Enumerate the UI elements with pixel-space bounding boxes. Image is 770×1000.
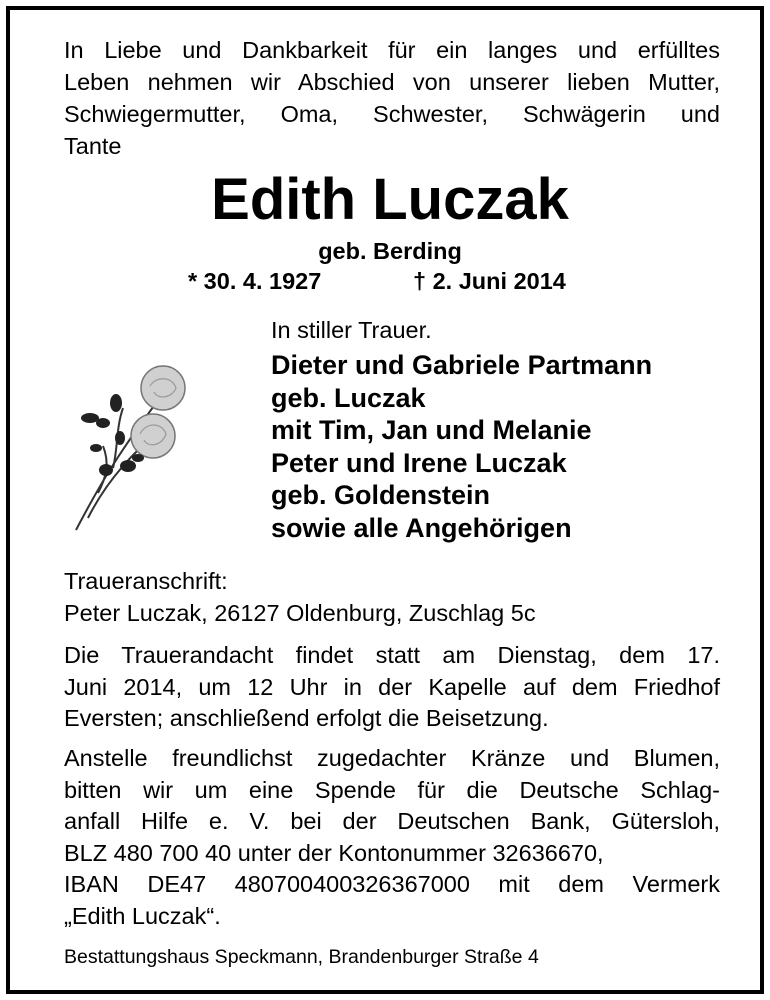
mourning-intro: In stiller Trauer. xyxy=(271,317,432,343)
undertaker-info: Bestattungshaus Speckmann, Brandenburger Straße 4 xyxy=(64,946,539,968)
obituary-notice xyxy=(6,6,764,994)
mourner-line: Peter und Irene Luczak xyxy=(271,447,567,478)
service-line: Juni 2014, um 12 Uhr in der Kapelle auf dem Friedhof xyxy=(64,673,720,700)
mourner-line: mit Tim, Jan und Melanie xyxy=(271,415,592,445)
mourner-line: geb. Goldenstein xyxy=(271,480,491,510)
donation-line: „Edith Luczak“. xyxy=(64,902,221,929)
donation-info xyxy=(64,743,720,932)
mourner-line: Dieter und Gabriele Partmann xyxy=(271,350,653,380)
death-date-line xyxy=(413,266,566,296)
donation-line: Anstelle freundlichst zugedachter Kränze und Blumen, xyxy=(64,745,720,771)
intro-line: Schwiegermutter, Oma, Schwester, Schwägerin und xyxy=(64,101,720,127)
intro-line: Tante xyxy=(64,133,122,159)
mourner-line: geb. Luczak xyxy=(271,382,426,413)
intro-line: Leben nehmen wir Abschied von unserer lieben Mutter, xyxy=(64,69,720,95)
service-info xyxy=(64,640,720,735)
donation-line: IBAN DE47 480700400326367000 mit dem Vermerk xyxy=(64,871,720,897)
address-value: Peter Luczak, 26127 Oldenburg, Zuschlag 5c xyxy=(64,599,536,626)
mourning-address xyxy=(64,566,720,629)
intro-text xyxy=(64,34,720,162)
address-label: Traueranschrift: xyxy=(64,568,228,594)
deceased-name: Edith Luczak xyxy=(211,167,569,232)
rose-icon xyxy=(68,358,198,538)
intro-line: In Liebe und Dankbarkeit für ein langes und erfülltes xyxy=(64,37,720,63)
service-line: Die Trauerandacht findet statt am Dienstag, dem 17. xyxy=(64,642,720,668)
donation-line: BLZ 480 700 40 unter der Kontonummer 32636670, xyxy=(64,839,604,866)
dagger-icon: † xyxy=(413,268,427,294)
service-line: Eversten; anschließend erfolgt die Beisetzung. xyxy=(64,705,549,731)
mourner-line: sowie alle Angehörigen xyxy=(271,512,572,543)
mourners-list xyxy=(271,349,652,544)
birth-date: * 30. 4. 1927 xyxy=(188,268,322,294)
death-date: 2. Juni 2014 xyxy=(432,268,566,294)
donation-line: bitten wir um eine Spende für die Deutsche Schlag- xyxy=(64,776,720,803)
birth-name: geb. Berding xyxy=(318,238,462,264)
donation-line: anfall Hilfe e. V. bei der Deutschen Bank, Gütersloh, xyxy=(64,808,720,834)
